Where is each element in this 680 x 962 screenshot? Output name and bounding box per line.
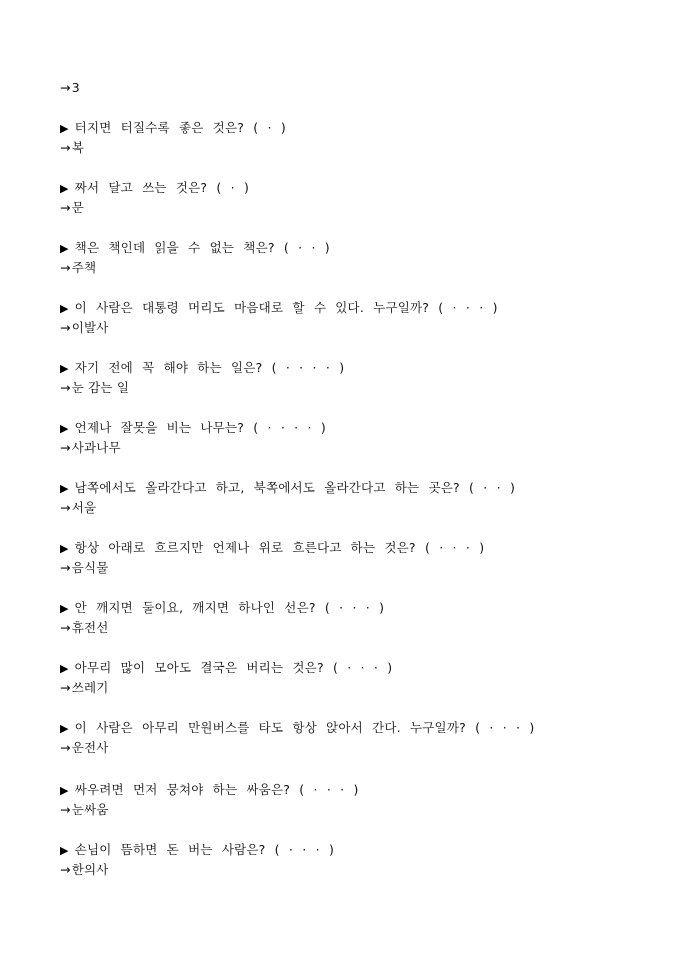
- answer-text: 서울: [71, 500, 97, 515]
- arrow-icon: →: [60, 500, 71, 515]
- bullet-triangle-icon: ▶: [60, 784, 69, 797]
- question-text: 안 깨지면 둘이요, 깨지면 하나인 선은? ( · · · ): [74, 600, 385, 615]
- bullet-triangle-icon: ▶: [60, 602, 69, 615]
- question-line: [60, 120, 286, 137]
- question-text: 아무리 많이 모아도 결국은 버리는 것은? ( · · · ): [74, 660, 393, 675]
- answer-text: 한의사: [71, 862, 109, 877]
- arrow-icon: →: [60, 802, 71, 817]
- question-line: [60, 660, 392, 677]
- question-line: [60, 782, 359, 799]
- bullet-triangle-icon: ▶: [60, 362, 69, 375]
- answer-text: 눈 감는 일: [71, 380, 130, 395]
- question-line: [60, 180, 249, 197]
- arrow-icon: →: [60, 320, 71, 335]
- answer-text: 문: [71, 200, 84, 215]
- answer-line: [60, 140, 84, 156]
- answer-line: [60, 500, 96, 516]
- answer-line: [60, 740, 109, 756]
- answer-line: [60, 862, 109, 878]
- arrow-icon: →: [60, 440, 71, 455]
- bullet-triangle-icon: ▶: [60, 722, 69, 735]
- answer-text: 이발사: [71, 320, 109, 335]
- answer-text: 주책: [71, 260, 97, 275]
- answer-text: 사과나무: [71, 440, 121, 455]
- arrow-icon: →: [60, 380, 71, 395]
- question-line: [60, 480, 515, 497]
- answer-line: [60, 200, 84, 216]
- question-text: 자기 전에 꼭 해야 하는 일은? ( · · · · ): [74, 360, 345, 375]
- question-text: 언제나 잘못을 비는 나무는? ( · · · · ): [74, 420, 326, 435]
- question-line: [60, 360, 344, 377]
- arrow-icon: →: [60, 140, 71, 155]
- answer-line: [60, 440, 121, 456]
- arrow-icon: →: [60, 680, 71, 695]
- answer-line: [60, 802, 109, 818]
- bullet-triangle-icon: ▶: [60, 182, 69, 195]
- answer-text: 쓰레기: [71, 680, 109, 695]
- bullet-triangle-icon: ▶: [60, 242, 69, 255]
- answer-line: [60, 80, 80, 96]
- question-text: 항상 아래로 흐르지만 언제나 위로 흐른다고 하는 것은? ( · · · ): [74, 540, 485, 555]
- arrow-icon: →: [60, 200, 71, 215]
- bullet-triangle-icon: ▶: [60, 662, 69, 675]
- arrow-icon: →: [60, 260, 71, 275]
- arrow-icon: →: [60, 862, 71, 877]
- question-line: [60, 240, 330, 257]
- answer-line: [60, 320, 109, 336]
- question-line: [60, 842, 334, 859]
- answer-text: 휴전선: [71, 620, 109, 635]
- answer-text: 복: [71, 140, 84, 155]
- arrow-icon: →: [60, 740, 71, 755]
- question-line: [60, 600, 384, 617]
- question-line: [60, 720, 534, 737]
- arrow-icon: →: [60, 560, 71, 575]
- answer-text: 운전사: [71, 740, 109, 755]
- bullet-triangle-icon: ▶: [60, 542, 69, 555]
- question-text: 이 사람은 아무리 만원버스를 타도 항상 앉아서 간다. 누구일까? ( · · · ): [74, 720, 535, 735]
- question-text: 책은 책인데 읽을 수 없는 책은? ( · · ): [74, 240, 330, 255]
- answer-line: [60, 620, 109, 636]
- arrow-icon: →: [60, 620, 71, 635]
- answer-text: 음식물: [71, 560, 109, 575]
- answer-text: 3: [71, 80, 80, 95]
- question-text: 이 사람은 대통령 머리도 마음대로 할 수 있다. 누구일까? ( · · · ): [74, 300, 498, 315]
- bullet-triangle-icon: ▶: [60, 844, 69, 857]
- question-text: 손님이 뜸하면 돈 버는 사람은? ( · · · ): [74, 842, 335, 857]
- bullet-triangle-icon: ▶: [60, 482, 69, 495]
- question-line: [60, 300, 498, 317]
- question-line: [60, 540, 484, 557]
- arrow-icon: →: [60, 80, 71, 95]
- question-text: 싸우려면 먼저 뭉쳐야 하는 싸움은? ( · · · ): [74, 782, 359, 797]
- answer-line: [60, 680, 109, 696]
- bullet-triangle-icon: ▶: [60, 422, 69, 435]
- bullet-triangle-icon: ▶: [60, 122, 69, 135]
- bullet-triangle-icon: ▶: [60, 302, 69, 315]
- question-text: 터지면 터질수록 좋은 것은? ( · ): [74, 120, 286, 135]
- question-line: [60, 420, 326, 437]
- question-text: 남쪽에서도 올라간다고 하고, 북쪽에서도 올라간다고 하는 곳은? ( · · ): [74, 480, 516, 495]
- answer-line: [60, 380, 129, 396]
- answer-line: [60, 560, 109, 576]
- answer-line: [60, 260, 96, 276]
- question-text: 짜서 달고 쓰는 것은? ( · ): [74, 180, 250, 195]
- answer-text: 눈싸움: [71, 802, 109, 817]
